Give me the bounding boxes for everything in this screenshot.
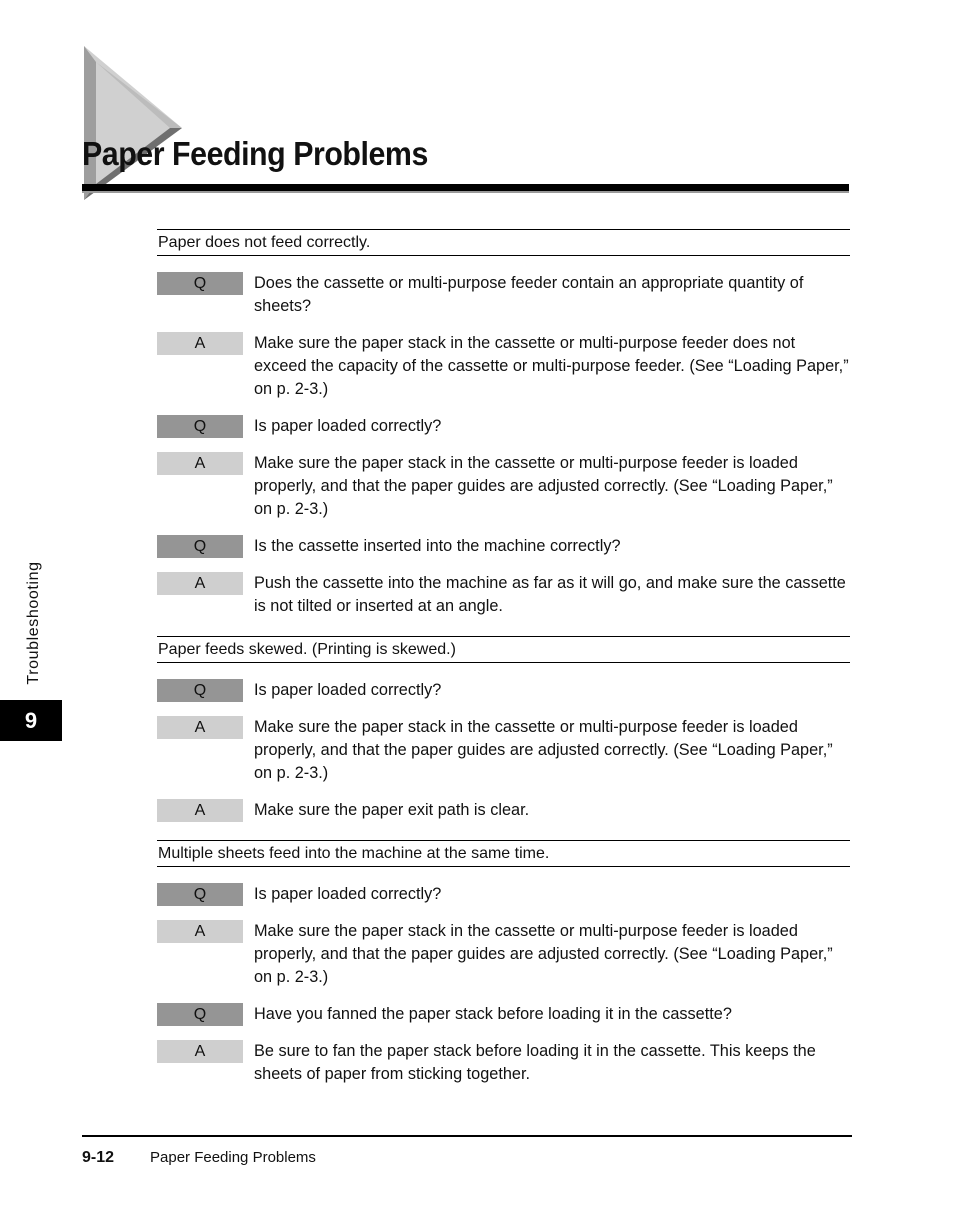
section-heading: Paper does not feed correctly.	[157, 229, 850, 256]
question-text: Is paper loaded correctly?	[254, 681, 442, 699]
problem-section	[157, 840, 850, 1104]
answer-badge: A	[157, 799, 243, 822]
question-badge: Q	[157, 1003, 243, 1026]
side-tab-label	[12, 555, 56, 690]
section-heading: Multiple sheets feed into the machine at the same time.	[157, 840, 850, 867]
answer-badge: A	[157, 332, 243, 355]
answer-badge: A	[157, 716, 243, 739]
answer-row	[157, 572, 850, 618]
answer-badge: A	[157, 920, 243, 943]
page-title: Paper Feeding Problems	[82, 135, 428, 172]
side-tab-label-text: Troubleshooting	[25, 560, 42, 685]
answer-text: Be sure to fan the paper stack before loading it in the cassette. This keeps the sheets of paper from sticking together.	[254, 1042, 816, 1083]
question-badge: Q	[157, 415, 243, 438]
answer-text: Push the cassette into the machine as far as it will go, and make sure the cassette is not tilted or inserted at an angle.	[254, 574, 846, 615]
header-triangle-graphic	[82, 44, 192, 202]
answer-badge: A	[157, 1040, 243, 1063]
answer-text: Make sure the paper stack in the cassette or multi-purpose feeder is loaded properly, and that the paper guides are adjusted correctly. (See “Loading Paper,” on p. 2-3.)	[254, 922, 833, 986]
question-row	[157, 883, 850, 906]
chapter-tab[interactable]: 9	[0, 700, 62, 741]
answer-text: Make sure the paper exit path is clear.	[254, 801, 530, 819]
question-text: Is paper loaded correctly?	[254, 885, 442, 903]
question-badge: Q	[157, 272, 243, 295]
content-area	[157, 229, 850, 1104]
question-row	[157, 535, 850, 558]
answer-row	[157, 332, 850, 401]
answer-text: Make sure the paper stack in the cassette or multi-purpose feeder is loaded properly, and that the paper guides are adjusted correctly. (See “Loading Paper,” on p. 2-3.)	[254, 454, 833, 518]
section-heading: Paper feeds skewed. (Printing is skewed.)	[157, 636, 850, 663]
question-badge: Q	[157, 535, 243, 558]
answer-row	[157, 799, 850, 822]
answer-row	[157, 920, 850, 989]
page-number: 9-12	[82, 1149, 115, 1166]
footer-title: Paper Feeding Problems	[150, 1149, 316, 1166]
answer-row	[157, 716, 850, 785]
question-badge: Q	[157, 883, 243, 906]
title-rule	[82, 184, 849, 191]
question-row	[157, 415, 850, 438]
problem-section	[157, 636, 850, 840]
qa-list	[157, 663, 850, 840]
question-badge: Q	[157, 679, 243, 702]
answer-text: Make sure the paper stack in the cassette or multi-purpose feeder is loaded properly, and that the paper guides are adjusted correctly. (See “Loading Paper,” on p. 2-3.)	[254, 718, 833, 782]
question-text: Is paper loaded correctly?	[254, 417, 442, 435]
question-text: Does the cassette or multi-purpose feeder contain an appropriate quantity of sheets?	[254, 274, 804, 315]
question-text: Have you fanned the paper stack before loading it in the cassette?	[254, 1005, 732, 1023]
problem-section	[157, 229, 850, 636]
answer-row	[157, 452, 850, 521]
qa-list	[157, 867, 850, 1104]
answer-badge: A	[157, 572, 243, 595]
footer-rule	[82, 1135, 852, 1137]
qa-list	[157, 256, 850, 636]
answer-text: Make sure the paper stack in the cassette or multi-purpose feeder does not exceed the capacity of the cassette or multi-purpose feeder. (See “Loading Paper,” on p. 2-3.)	[254, 334, 849, 398]
question-text: Is the cassette inserted into the machine correctly?	[254, 537, 621, 555]
answer-badge: A	[157, 452, 243, 475]
question-row	[157, 1003, 850, 1026]
question-row	[157, 679, 850, 702]
title-rule-shadow	[82, 191, 849, 193]
question-row	[157, 272, 850, 318]
answer-row	[157, 1040, 850, 1086]
